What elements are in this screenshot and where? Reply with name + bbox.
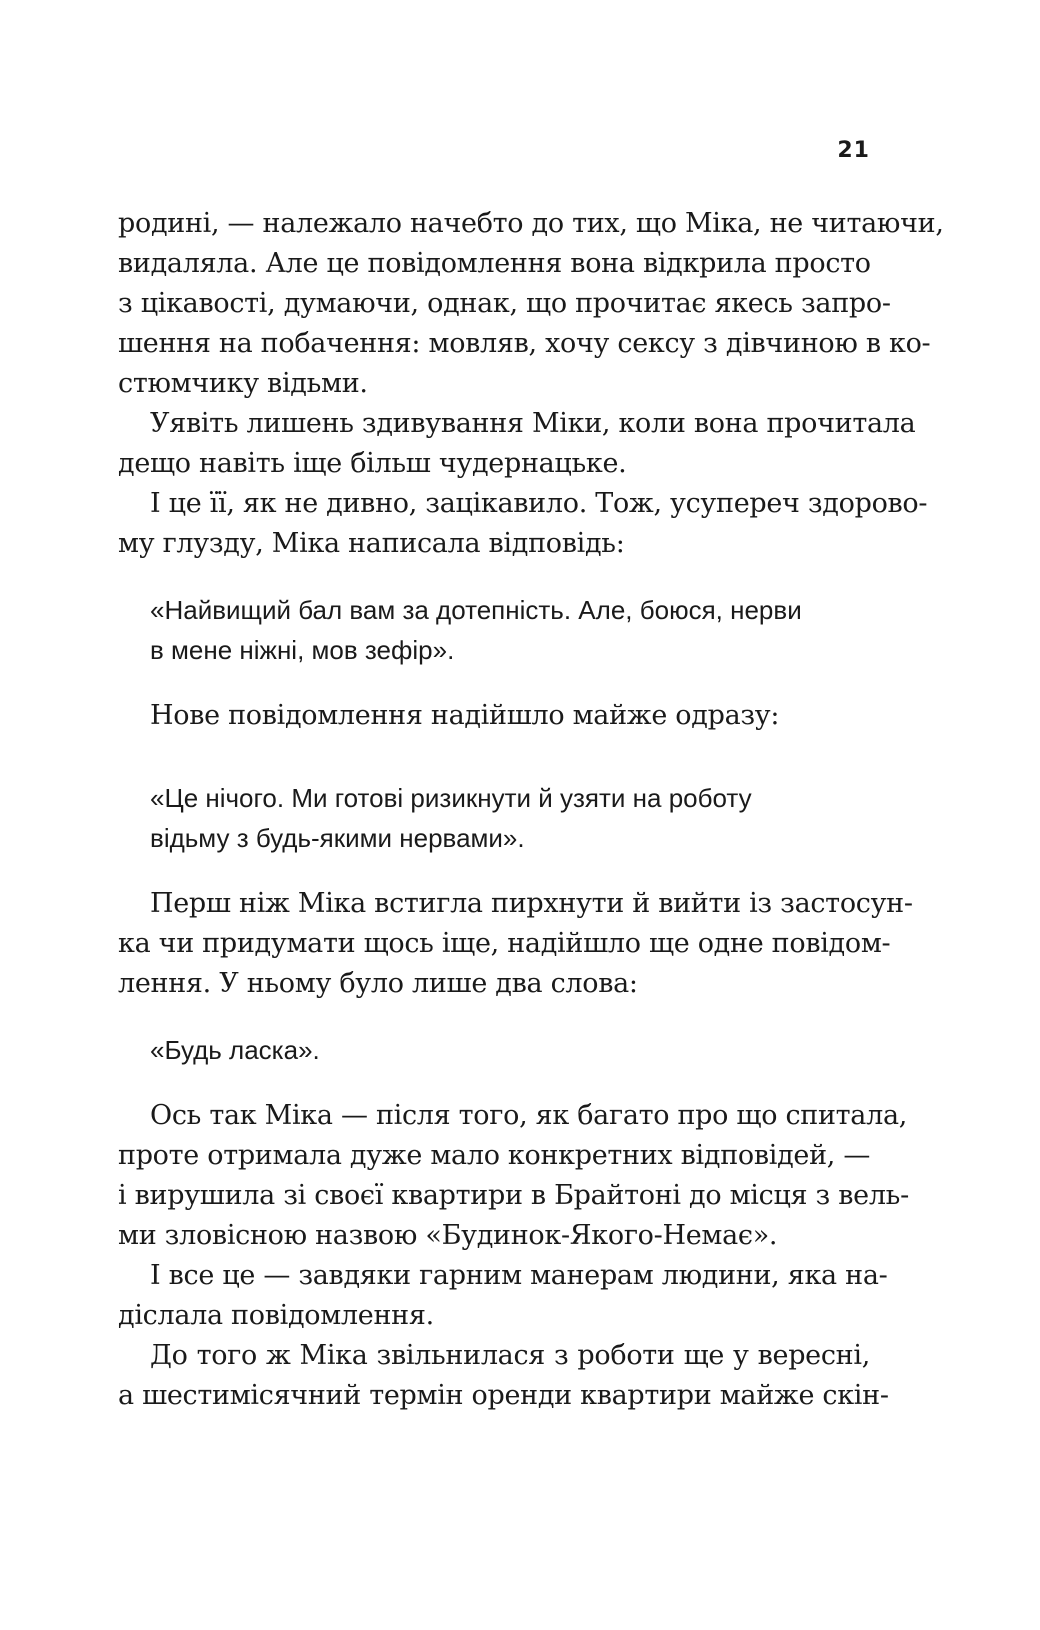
paragraph-line: Уявіть лишень здивування Міки, коли вона прочитала: [150, 408, 916, 439]
paragraph-line: з цікавості, думаючи, однак, що прочитає якесь запро-: [118, 288, 891, 319]
paragraph-line: видаляла. Але це повідомлення вона відкрила просто: [118, 248, 871, 279]
paragraph-line: проте отримала дуже мало конкретних відповідей, —: [118, 1140, 871, 1171]
paragraph-line: родині, — належало начебто до тих, що Міка, не читаючи,: [118, 208, 944, 239]
paragraph-line: І це її, як не дивно, зацікавило. Тож, усупереч здорово-: [150, 488, 928, 519]
paragraph-line: До того ж Міка звільнилася з роботи ще у вересні,: [150, 1340, 870, 1371]
paragraph-line: ми зловісною назвою «Будинок-Якого-Немає».: [118, 1220, 778, 1251]
paragraph-line: дещо навіть іще більш чудернацьке.: [118, 448, 627, 479]
message-line: «Будь ласка».: [150, 1035, 320, 1065]
message-line: «Це нічого. Ми готові ризикнути й узяти на роботу: [150, 783, 752, 813]
message-line: відьму з будь-якими нервами».: [150, 823, 525, 853]
paragraph-line: і вирушила зі своєї квартири в Брайтоні до місця з вель-: [118, 1180, 909, 1211]
paragraph-line: Перш ніж Міка встигла пирхнути й вийти із застосун-: [150, 888, 913, 919]
paragraph-line: діслала повідомлення.: [118, 1300, 434, 1331]
paragraph-line: Нове повідомлення надійшло майже одразу:: [150, 700, 780, 731]
message-line: в мене ніжні, мов зефір».: [150, 635, 455, 665]
paragraph-line: ка чи придумати щось іще, надійшло ще одне повідом-: [118, 928, 891, 959]
paragraph-line: Ось так Міка — після того, як багато про що спитала,: [150, 1100, 908, 1131]
message-line: «Найвищий бал вам за дотепність. Але, боюся, нерви: [150, 595, 802, 625]
paragraph-line: І все це — завдяки гарним манерам людини, яка на-: [150, 1260, 888, 1291]
paragraph-line: стюмчику відьми.: [118, 368, 368, 399]
paragraph-line: а шестимісячний термін оренди квартири майже скін-: [118, 1380, 889, 1411]
paragraph-line: лення. У ньому було лише два слова:: [118, 968, 638, 999]
page-number: 21: [837, 138, 870, 163]
paragraph-line: му глузду, Міка написала відповідь:: [118, 528, 625, 559]
paragraph-line: шення на побачення: мовляв, хочу сексу з дівчиною в ко-: [118, 328, 931, 359]
